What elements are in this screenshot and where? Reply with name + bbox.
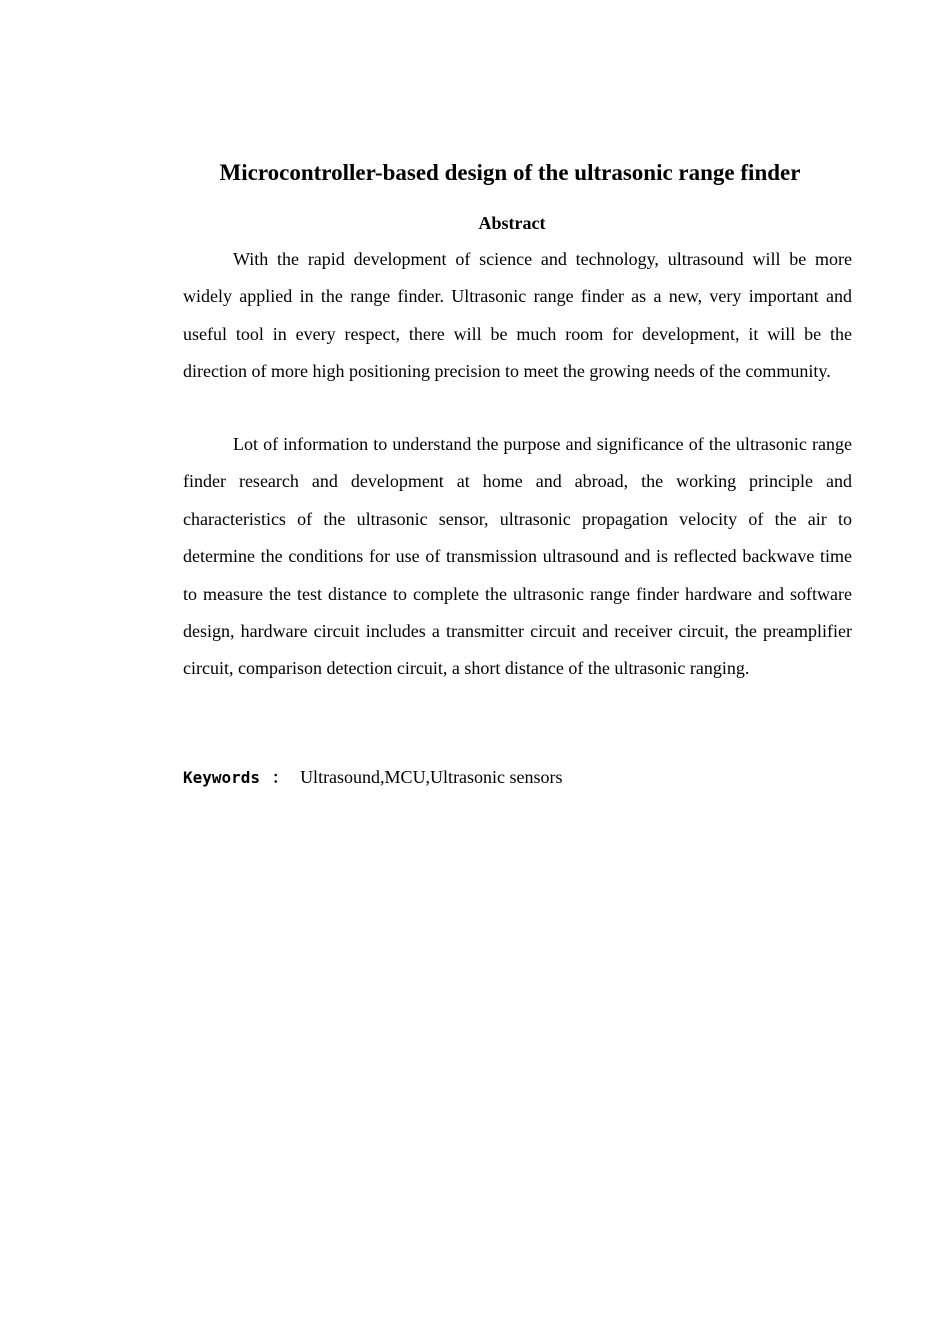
keywords-value: Ultrasound,MCU,Ultrasonic sensors [300, 767, 563, 787]
keywords-separator: ： [272, 768, 289, 787]
keywords-line [183, 765, 863, 791]
paper-title: Microcontroller-based design of the ultrasonic range finder [219, 160, 801, 185]
abstract-paragraph-2: Lot of information to understand the purpose and significance of the ultrasonic range finder research and development at home and abroad, the working principle and characteristics of the ultrasonic sensor, ultrasonic propagation velocity of the air to determine the conditions for use of transmission ultrasound and is reflected backwave time to measure the test distance to complete the ultrasonic range finder hardware and software design, hardware circuit includes a transmitter circuit and receiver circuit, the preamplifier circuit, comparison detection circuit, a short distance of the ultrasonic ranging. [183, 434, 852, 679]
abstract-paragraph-1: With the rapid development of science and technology, ultrasound will be more widely applied in the range finder. Ultrasonic range finder as a new, very important and useful tool in every respect, there will be much room for development, it will be the direction of more high positioning precision to meet the growing needs of the community. [183, 249, 852, 382]
abstract-heading: Abstract [478, 213, 546, 233]
keywords-label: Keywords [183, 768, 261, 787]
